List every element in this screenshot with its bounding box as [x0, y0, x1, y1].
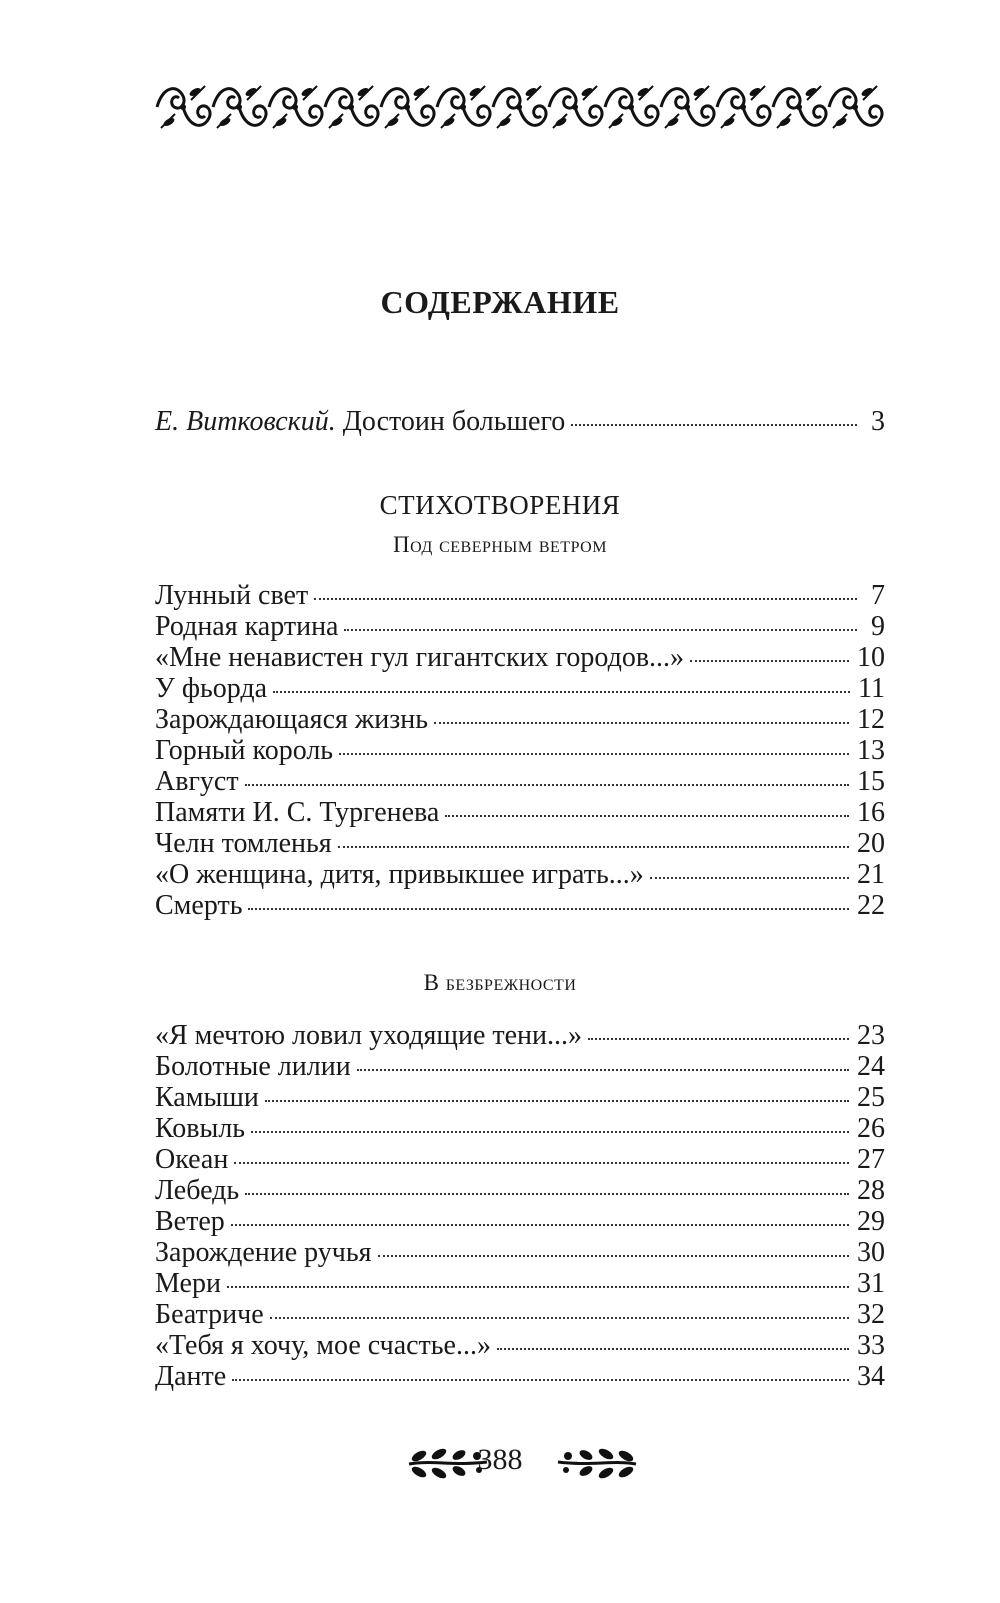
toc-entry[interactable]: [155, 890, 885, 922]
entry-title: Памяти И. С. Тургенева: [155, 797, 440, 828]
toc-entry[interactable]: [155, 735, 885, 767]
leader-dots: [571, 424, 857, 426]
leader-dots: [227, 1286, 849, 1288]
page-number: 24: [857, 1051, 885, 1082]
entry-title: Ветер: [155, 1206, 225, 1237]
page-number: 27: [857, 1144, 885, 1175]
entry-title: Лунный свет: [155, 580, 309, 611]
section-heading: СТИХОТВОРЕНИЯ: [379, 490, 621, 520]
leader-dots: [588, 1038, 849, 1040]
page-number: 11: [858, 673, 885, 704]
leader-dots: [232, 1379, 849, 1381]
page-number: 29: [857, 1206, 885, 1237]
page-number: 7: [871, 580, 885, 611]
toc-entry[interactable]: [155, 1206, 885, 1238]
entry-title: Челн томленья: [155, 828, 332, 859]
entry-title: «Мне ненавистен гул гигантских городов...»: [155, 642, 685, 673]
toc-entry[interactable]: [155, 704, 885, 736]
leader-dots: [251, 1131, 849, 1133]
entry-title: Лебедь: [155, 1175, 240, 1206]
toc-entry[interactable]: [155, 580, 885, 612]
leader-dots: [650, 877, 849, 879]
leader-dots: [344, 629, 857, 631]
page-number: 22: [857, 890, 885, 921]
entry-title: Зарождение ручья: [155, 1237, 372, 1268]
leader-dots: [357, 1069, 849, 1071]
leader-dots: [245, 784, 849, 786]
entry-title: «О женщина, дитя, привыкшее играть...»: [155, 859, 644, 890]
page-number: 26: [857, 1113, 885, 1144]
page-title: СОДЕРЖАНИЕ: [380, 284, 620, 320]
toc-entry[interactable]: [155, 766, 885, 798]
right-sprig-icon: [555, 1442, 640, 1484]
preface-title: Достоин большего: [342, 406, 566, 437]
page-number: 21: [857, 859, 885, 890]
entry-title: Океан: [155, 1144, 229, 1175]
page-number: 23: [857, 1020, 885, 1051]
entry-title: У фьорда: [155, 673, 268, 704]
leader-dots: [245, 1193, 849, 1195]
leader-dots: [248, 908, 849, 910]
page-number: 15: [857, 766, 885, 797]
leader-dots: [339, 753, 849, 755]
toc-entry[interactable]: [155, 1020, 885, 1052]
leader-dots: [434, 722, 849, 724]
entry-title: Беатриче: [155, 1299, 264, 1330]
toc-entry[interactable]: [155, 1082, 885, 1114]
leader-dots: [234, 1162, 849, 1164]
part-heading-2: В безбрежности: [423, 970, 577, 995]
entry-title: Смерть: [155, 890, 243, 921]
leader-dots: [378, 1255, 849, 1257]
leader-dots: [273, 691, 850, 693]
entry-title: Мери: [155, 1268, 221, 1299]
toc-entry[interactable]: [155, 828, 885, 860]
entry-title: Болотные лилии: [155, 1051, 351, 1082]
page-number: 32: [857, 1299, 885, 1330]
leader-dots: [690, 660, 849, 662]
page-number-footer: 388: [477, 1443, 523, 1476]
entry-title: «Я мечтою ловил уходящие тени...»: [155, 1020, 582, 1051]
toc-entry-preface[interactable]: [155, 406, 885, 438]
leader-dots: [338, 846, 849, 848]
toc-entry[interactable]: [155, 1175, 885, 1207]
toc-entry[interactable]: [155, 1113, 885, 1145]
toc-entry[interactable]: [155, 1051, 885, 1083]
page-number: 31: [857, 1268, 885, 1299]
page-number: 3: [871, 406, 885, 437]
leader-dots: [231, 1224, 849, 1226]
toc-entry[interactable]: [155, 859, 885, 891]
toc-entry[interactable]: [155, 1237, 885, 1269]
page-number: 25: [857, 1082, 885, 1113]
leader-dots: [265, 1100, 849, 1102]
leader-dots: [314, 598, 857, 600]
page-number: 30: [857, 1237, 885, 1268]
toc-entry[interactable]: [155, 611, 885, 643]
entry-title: Родная картина: [155, 611, 339, 642]
toc-entry[interactable]: [155, 673, 885, 705]
toc-entry[interactable]: [155, 797, 885, 829]
leader-dots: [497, 1348, 849, 1350]
entry-title: Данте: [155, 1361, 227, 1392]
toc-entry[interactable]: [155, 1268, 885, 1300]
toc-entry[interactable]: [155, 1330, 885, 1362]
ornament-band: [155, 78, 885, 136]
entry-title: Камыши: [155, 1082, 259, 1113]
entry-title: Август: [155, 766, 239, 797]
page-number: 28: [857, 1175, 885, 1206]
entry-title: Зарождающаяся жизнь: [155, 704, 429, 735]
leader-dots: [445, 815, 849, 817]
entry-title: Ковыль: [155, 1113, 246, 1144]
toc-entry[interactable]: [155, 1144, 885, 1176]
toc-entry[interactable]: [155, 1361, 885, 1393]
page-number: 34: [857, 1361, 885, 1392]
page-number: 33: [857, 1330, 885, 1361]
page-number: 16: [857, 797, 885, 828]
leader-dots: [270, 1317, 849, 1319]
entry-title: «Тебя я хочу, мое счастье...»: [155, 1330, 491, 1361]
entry-title: Горный король: [155, 735, 334, 766]
page-number: 9: [871, 611, 885, 642]
page-number: 13: [857, 735, 885, 766]
page-number: 20: [857, 828, 885, 859]
page-number: 12: [857, 704, 885, 735]
page-number: 10: [857, 642, 885, 673]
preface-author: Е. Витковский.: [155, 406, 336, 437]
toc-entry[interactable]: [155, 1299, 885, 1331]
toc-entry[interactable]: [155, 642, 885, 674]
part-heading-1: Под северным ветром: [393, 532, 607, 557]
